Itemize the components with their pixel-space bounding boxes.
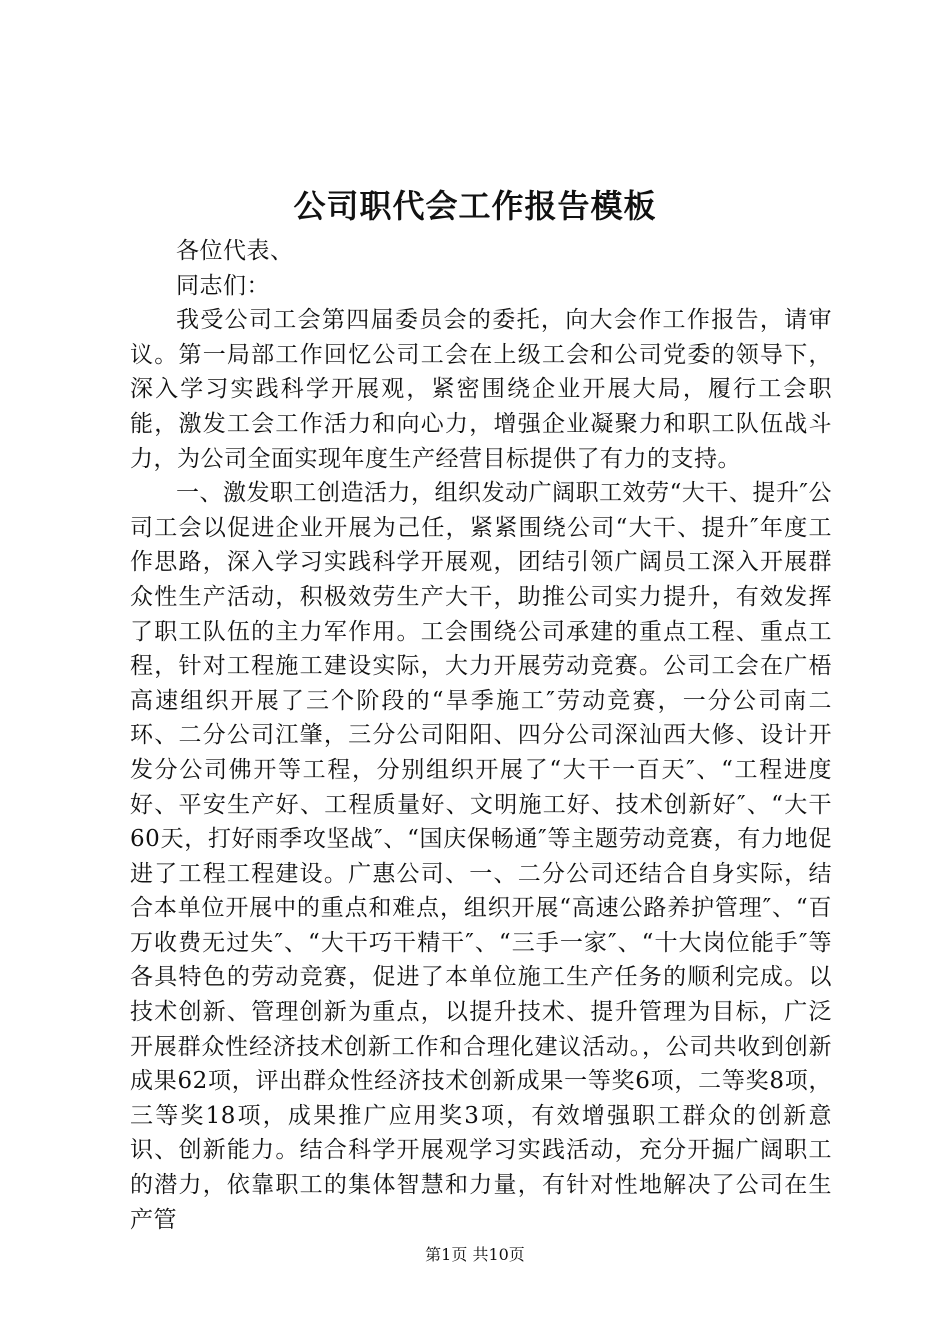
body-paragraph: 我受公司工会第四届委员会的委托，向大会作工作报告，请审议。第一局部工作回忆公司工会在上级工会和公司党委的领导下，深入学习实践科学开展观，紧密围绕企业开展大局，履行工会职能，激发工会工作活力和向心力，增强企业凝聚力和职工队伍战斗力，为公司全面实现年度生产经营目标提供了有力的支持。	[130, 307, 832, 472]
salutation-line: 同志们：	[176, 272, 270, 299]
salutation-line: 各位代表、	[176, 238, 294, 264]
page-footer: 第1页 共10页	[425, 1245, 525, 1264]
body-paragraph: 一、激发职工创造活力，组织发动广阔职工效劳“大干、提升″公司工会以促进企业开展为己任，紧紧围绕公司“大干、提升″年度工作思路，深入学习实践科学开展观，团结引领广阔员工深入开展群众性生产活动，积极效劳生产大干，助推公司实力提升，有效发挥了职工队伍的主力军作用。工会围绕公司承建的重点工程、重点工程，针对工程施工建设实际，大力开展劳动竞赛。公司工会在广梧高速组织开展了三个阶段的“旱季施工″劳动竞赛，一分公司南二环、二分公司江肇，三分公司阳阳、四分公司深汕西大修、设计开发分公司佛开等工程，分别组织开展了“大干一百天″、“工程进度好、平安生产好、工程质量好、文明施工好、技术创新好″、“大干60天，打好雨季攻坚战″、“国庆保畅通″等主题劳动竞赛，有力地促进了工程工程建设。广惠公司、一、二分公司还结合自身实际，结合本单位开展中的重点和难点，组织开展“高速公路养护管理″、“百万收费无过失″、“大干巧干精干″、“三手一家″、“十大岗位能手″等各具特色的劳动竞赛，促进了本单位施工生产任务的顺利完成。以技术创新、管理创新为重点，以提升技术、提升管理为目标，广泛开展群众性经济技术创新工作和合理化建议活动。，公司共收到创新成果62项，评出群众性经济技术创新成果一等奖6项，二等奖8项，三等奖18项，成果推广应用奖3项，有效增强职工群众的创新意识、创新能力。结合科学开展观学习实践活动，充分开掘广阔职工的潜力，依靠职工的集体智慧和力量，有针对性地解决了公司在生产管	[130, 480, 832, 1233]
document-title: 公司职代会工作报告模板	[293, 187, 657, 225]
document-body	[130, 234, 832, 1237]
